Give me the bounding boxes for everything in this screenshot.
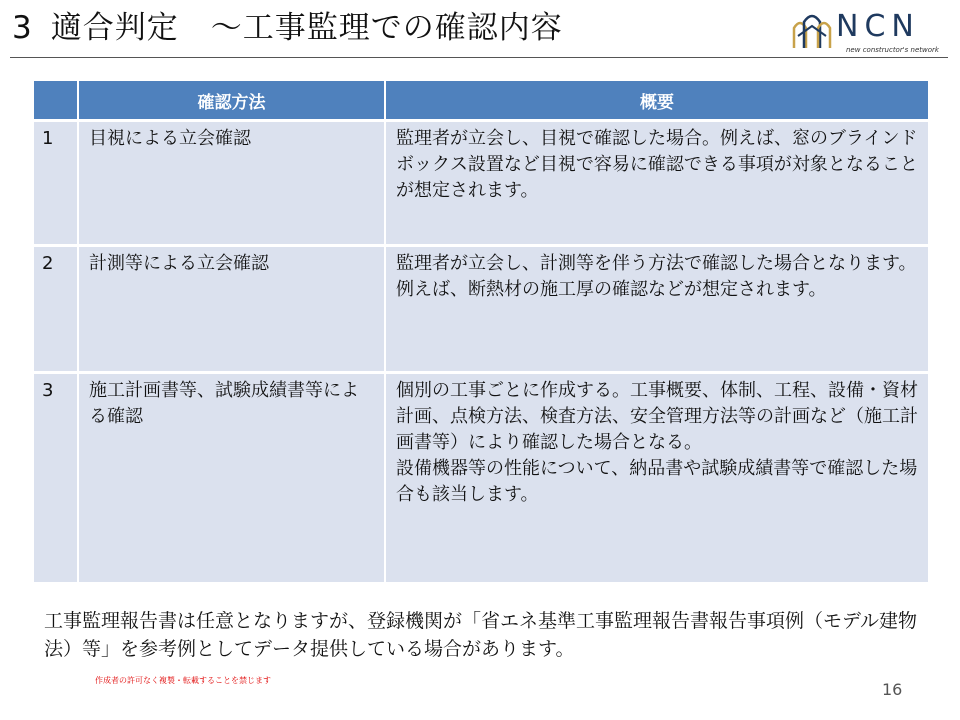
row-number: 2 [34,246,78,373]
row-summary [385,246,928,373]
table-row [34,246,928,373]
table-header-row [34,81,928,121]
row-number: 3 [34,373,78,584]
header-method: 確認方法 [78,81,385,121]
summary-paragraph: 設備機器等の性能について、納品書や試験成績書等で確認した場合も該当します。 [396,458,918,505]
row-method: 計測等による立会確認 [78,246,385,373]
slide-title [12,6,563,50]
title-divider [10,57,948,58]
copyright-notice: 作成者の許可なく複製・転載することを禁じます [95,676,271,685]
footnote-text: 工事監理報告書は任意となりますが、登録機関が「省エネ基準工事監理報告書報告事項例（モデル建物法）等」を参考例としてデータ提供している場合があります。 [44,610,918,660]
title-text: 適合判定 ～工事監理での確認内容 [50,10,563,46]
row-number: 1 [34,121,78,246]
ncn-logo [790,8,950,56]
row-method: 目視による立会確認 [78,121,385,246]
confirmation-methods-table [34,81,928,585]
summary-paragraph: 監理者が立会し、計測等を伴う方法で確認した場合となります。例えば、断熱材の施工厚の確認などが想定されます。 [396,253,917,300]
building-arches-icon [790,12,836,52]
row-summary [385,121,928,246]
summary-paragraph: 個別の工事ごとに作成する。工事概要、体制、工程、設備・資材計画、点検方法、検査方法、安全管理方法等の計画など（施工計画書等）により確認した場合となる。 [396,380,918,453]
logo-text: NCN [836,9,920,44]
section-number: 3 [12,10,33,46]
logo-tagline: new constructor's network [846,46,939,54]
table-row [34,121,928,246]
row-summary [385,373,928,584]
summary-paragraph: 監理者が立会し、目視で確認した場合。例えば、窓のブラインドボックス設置など目視で容易に確認できる事項が対象となることが想定されます。 [396,128,918,201]
header-summary: 概要 [385,81,928,121]
page-number: 16 [882,680,903,699]
header-no [34,81,78,121]
row-method: 施工計画書等、試験成績書等による確認 [78,373,385,584]
table-row [34,373,928,584]
